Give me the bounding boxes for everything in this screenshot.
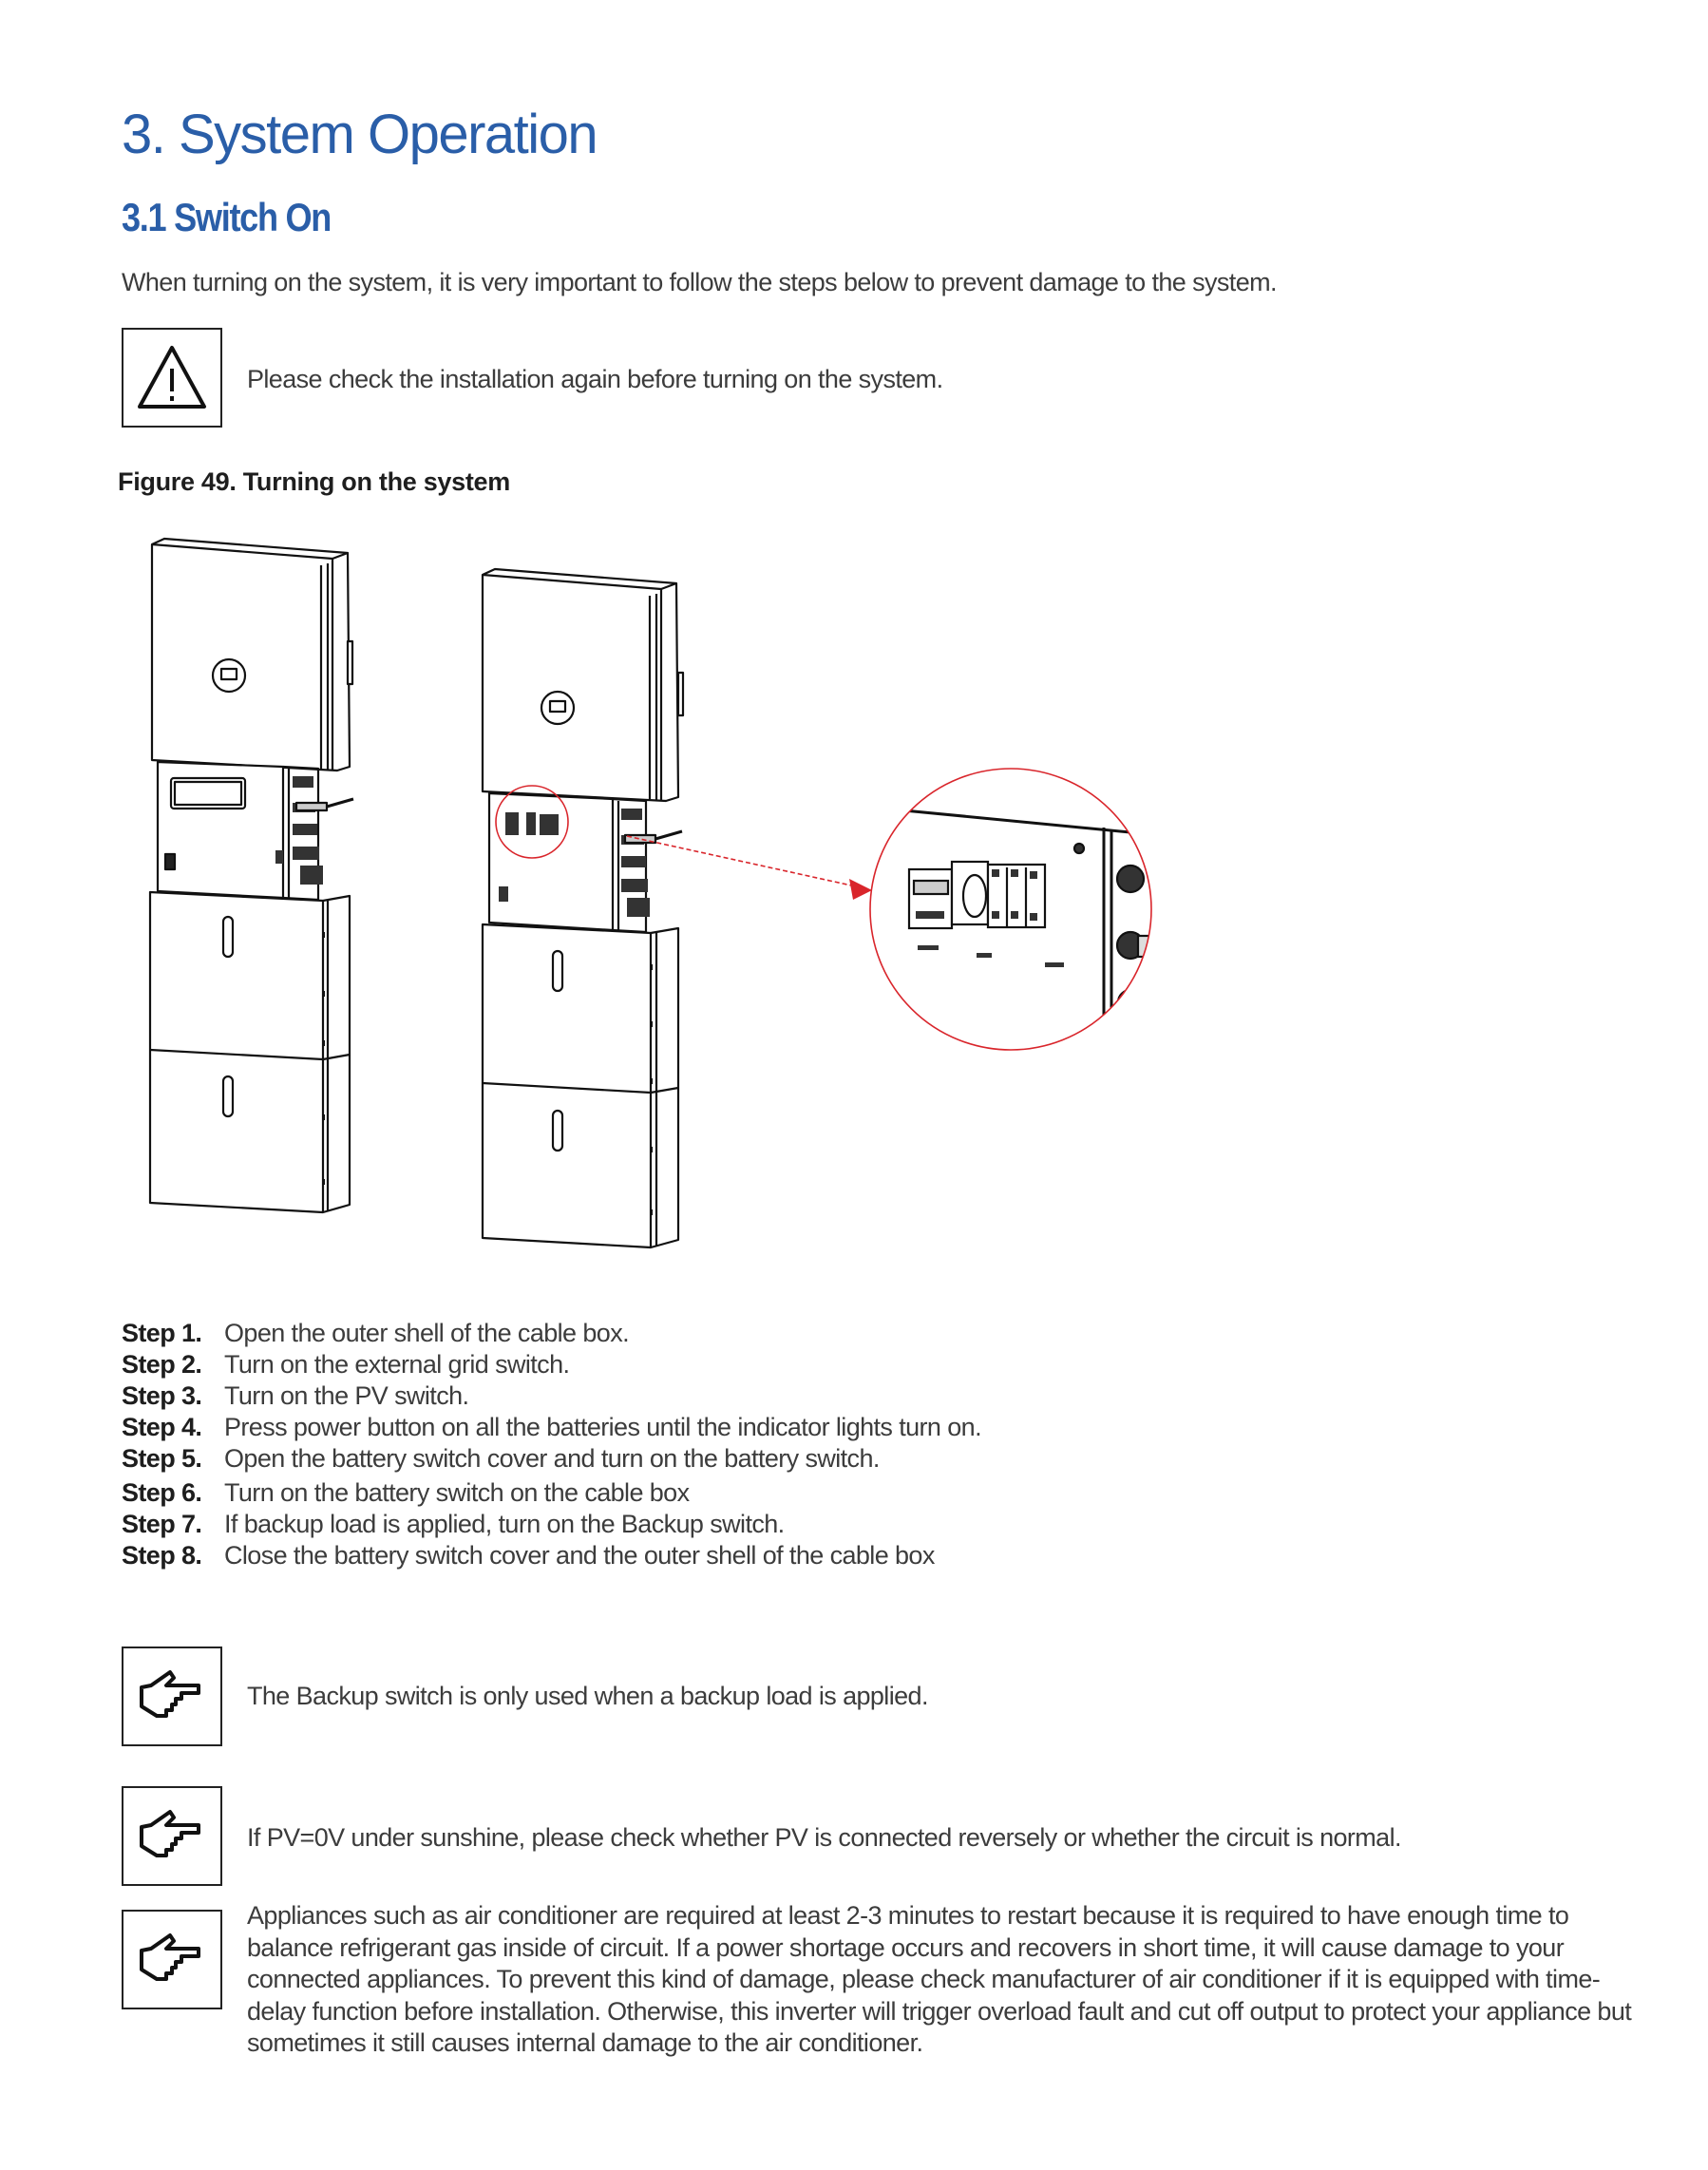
- step-text: Turn on the external grid switch.: [224, 1350, 570, 1379]
- note-text: Appliances such as air conditioner are required at least 2-3 minutes to restart because it is required to have enough time to balance refrigerant gas inside of circuit. If a power shortage occurs and recovers in short time, it will cause damage to your connected appliances. To prevent this kind of damage, please check manufacturer of air conditioner if it is equipped with time-delay function before installation. Otherwise, this inverter will trigger overload fault and cut off output to protect your appliance but sometimes it still causes internal damage to the air conditioner.: [247, 1901, 1632, 2057]
- step-text: Open the outer shell of the cable box.: [224, 1319, 629, 1347]
- step-label: Step 2.: [122, 1350, 202, 1379]
- step-label: Step 1.: [122, 1319, 202, 1347]
- step-item: [122, 1413, 981, 1442]
- step-label: Step 5.: [122, 1444, 202, 1473]
- step-text: Press power button on all the batteries until the indicator lights turn on.: [224, 1413, 981, 1441]
- step-item: [122, 1381, 468, 1411]
- note-icon-box: [122, 1910, 222, 2009]
- step-item: [122, 1478, 690, 1508]
- step-text: Turn on the PV switch.: [224, 1381, 469, 1410]
- note-text: If PV=0V under sunshine, please check whether PV is connected reversely or whether the circuit is normal.: [247, 1823, 1401, 1852]
- step-text: Turn on the battery switch on the cable box: [224, 1478, 690, 1507]
- pointing-hand-icon: [138, 1668, 206, 1725]
- step-text: Close the battery switch cover and the outer shell of the cable box: [224, 1541, 935, 1570]
- step-label: Step 6.: [122, 1478, 202, 1507]
- note-text: The Backup switch is only used when a backup load is applied.: [247, 1682, 928, 1710]
- step-item: [122, 1510, 785, 1539]
- step-item: [122, 1541, 935, 1570]
- magnified-switch-panel: [855, 769, 1167, 1097]
- pointing-hand-icon: [138, 1808, 206, 1865]
- callout-arrow-icon: [849, 879, 872, 900]
- left-system-unit: [150, 539, 353, 1212]
- pointing-hand-icon: [138, 1932, 206, 1989]
- warning-text: Please check the installation again before turning on the system.: [247, 365, 943, 393]
- warning-icon-box: [122, 328, 222, 428]
- step-label: Step 8.: [122, 1541, 202, 1570]
- section-title: 3.1 Switch On: [122, 195, 332, 239]
- step-text: Open the battery switch cover and turn on the battery switch.: [224, 1444, 880, 1473]
- step-item: [122, 1350, 569, 1380]
- step-text: If backup load is applied, turn on the Backup switch.: [224, 1510, 785, 1538]
- system-illustration: [133, 527, 1178, 1287]
- right-system-unit: [483, 569, 683, 1247]
- step-label: Step 7.: [122, 1510, 202, 1538]
- note-icon-box: [122, 1786, 222, 1886]
- intro-paragraph: When turning on the system, it is very important to follow the steps below to prevent damage to the system.: [122, 268, 1277, 296]
- step-label: Step 3.: [122, 1381, 202, 1410]
- figure-caption: Figure 49. Turning on the system: [118, 467, 510, 496]
- step-label: Step 4.: [122, 1413, 202, 1441]
- chapter-title: 3. System Operation: [122, 104, 598, 165]
- warning-triangle-icon: [134, 340, 210, 416]
- note-icon-box: [122, 1647, 222, 1746]
- step-item: [122, 1319, 629, 1348]
- step-item: [122, 1444, 880, 1474]
